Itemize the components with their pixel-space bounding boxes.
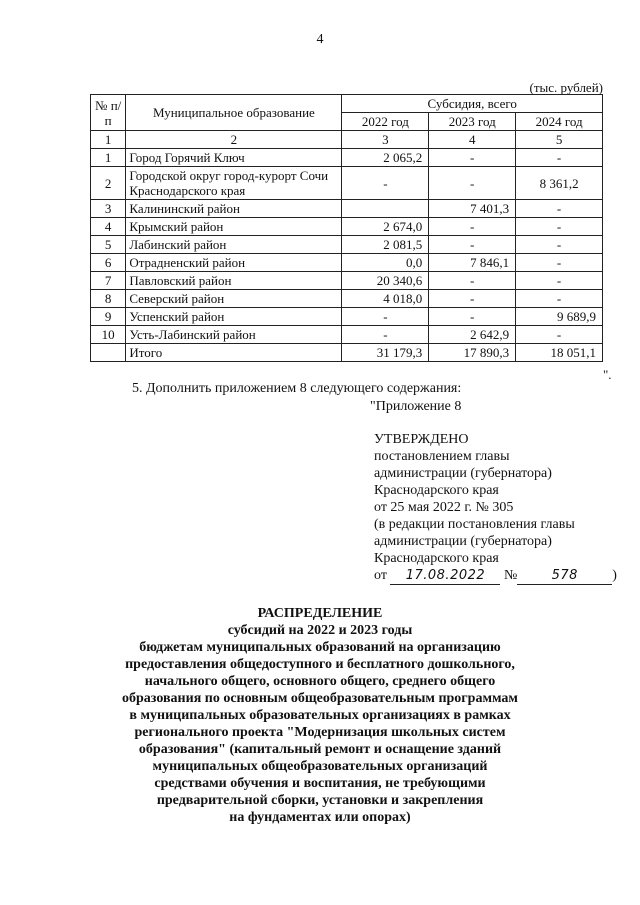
item-5-text: 5. Дополнить приложением 8 следующего содержания: (132, 381, 462, 396)
title-heading: РАСПРЕДЕЛЕНИЕ (257, 606, 383, 621)
row-name: Усть-Лабинский район (126, 326, 342, 344)
row-value-2022: 2 081,5 (342, 236, 429, 254)
row-value-2024: - (516, 236, 603, 254)
header-subsidy: Субсидия, всего (342, 95, 603, 113)
close-paren: ) (612, 568, 617, 583)
subsidy-table (90, 94, 603, 362)
row-num: 7 (91, 272, 126, 290)
row-value-2022: 2 065,2 (342, 149, 429, 167)
row-value-2023: - (429, 290, 516, 308)
table-row (91, 326, 603, 344)
table-row (91, 272, 603, 290)
row-value-2024: - (516, 290, 603, 308)
row-value-2024: - (516, 218, 603, 236)
row-name: Крымский район (126, 218, 342, 236)
approval-line: администрации (губернатора) (374, 466, 552, 481)
row-value-2022: 0,0 (342, 254, 429, 272)
from-prefix: от (374, 568, 387, 583)
table-row (91, 149, 603, 167)
col-number: 4 (429, 131, 516, 149)
appendix-label: "Приложение 8 (370, 399, 462, 414)
table-row (91, 167, 603, 200)
closing-quote: ". (603, 367, 612, 382)
total-value-2024: 18 051,1 (516, 344, 603, 362)
col-number: 2 (126, 131, 342, 149)
title-line: на фундаментах или опорах) (229, 810, 411, 825)
distribution-title (0, 605, 640, 826)
title-line: регионального проекта "Модернизация школьных систем (134, 725, 506, 740)
title-line: начального общего, основного общего, среднего общего (144, 674, 496, 689)
row-num: 6 (91, 254, 126, 272)
approval-block (374, 431, 617, 585)
row-value-2023: - (429, 272, 516, 290)
table-row (91, 236, 603, 254)
row-name: Павловский район (126, 272, 342, 290)
header-year-2024: 2024 год (516, 113, 603, 131)
row-value-2024: - (516, 200, 603, 218)
row-num: 5 (91, 236, 126, 254)
row-value-2024: - (516, 272, 603, 290)
title-line: образования" (капитальный ремонт и оснащение зданий (138, 742, 502, 757)
row-value-2022 (342, 200, 429, 218)
number-sign: № (503, 568, 518, 583)
row-value-2022: - (342, 308, 429, 326)
row-num: 9 (91, 308, 126, 326)
approval-line: постановлением главы (374, 449, 510, 464)
table-row (91, 290, 603, 308)
row-name: Лабинский район (126, 236, 342, 254)
title-line: бюджетам муниципальных образований на организацию (139, 640, 501, 655)
title-line: субсидий на 2022 и 2023 годы (227, 623, 413, 638)
title-line: в муниципальных образовательных организациях в рамках (129, 708, 511, 723)
title-line: предварительной сборки, установки и закрепления (156, 793, 484, 808)
row-value-2024: 9 689,9 (516, 308, 603, 326)
row-num: 8 (91, 290, 126, 308)
col-number: 1 (91, 131, 126, 149)
units-note: (тыс. рублей) (529, 80, 603, 95)
approval-line: Краснодарского края (374, 483, 499, 498)
approval-line: администрации (губернатора) (374, 534, 552, 549)
row-value-2022: 2 674,0 (342, 218, 429, 236)
row-num: 2 (91, 167, 126, 200)
table-row (91, 200, 603, 218)
title-line: предоставления общедоступного и бесплатного дошкольного, (125, 657, 515, 672)
row-num: 1 (91, 149, 126, 167)
row-num: 10 (91, 326, 126, 344)
row-name: Городской округ город-курорт Сочи Краснодарского края (126, 167, 342, 200)
row-value-2023: 2 642,9 (429, 326, 516, 344)
title-line: муниципальных общеобразовательных организаций (152, 759, 488, 774)
table-row (91, 308, 603, 326)
approval-line: Краснодарского края (374, 551, 499, 566)
column-numbers-row (91, 131, 603, 149)
row-name: Город Горячий Ключ (126, 149, 342, 167)
title-line: средствами обучения и воспитания, не требующими (154, 776, 486, 791)
col-number: 5 (516, 131, 603, 149)
table-total-row (91, 344, 603, 362)
row-name: Калининский район (126, 200, 342, 218)
row-value-2024: - (516, 149, 603, 167)
approval-line: от 25 мая 2022 г. № 305 (374, 500, 514, 515)
row-name: Успенский район (126, 308, 342, 326)
row-value-2023: - (429, 149, 516, 167)
handwritten-date: 17.08.2022 (390, 567, 500, 585)
row-value-2023: - (429, 218, 516, 236)
header-year-2022: 2022 год (342, 113, 429, 131)
total-value-2022: 31 179,3 (342, 344, 429, 362)
row-value-2022: 20 340,6 (342, 272, 429, 290)
header-num: № п/п (91, 95, 126, 131)
table-header-row (91, 95, 603, 113)
row-value-2022: 4 018,0 (342, 290, 429, 308)
row-value-2022: - (342, 326, 429, 344)
table-row (91, 218, 603, 236)
row-value-2024: - (516, 326, 603, 344)
row-value-2024: 8 361,2 (516, 167, 603, 200)
row-num: 3 (91, 200, 126, 218)
row-value-2023: - (429, 167, 516, 200)
total-label: Итого (126, 344, 342, 362)
row-name: Северский район (126, 290, 342, 308)
header-municipality: Муниципальное образование (126, 95, 342, 131)
row-num: 4 (91, 218, 126, 236)
row-value-2023: - (429, 236, 516, 254)
row-value-2023: 7 401,3 (429, 200, 516, 218)
approval-heading: УТВЕРЖДЕНО (374, 432, 469, 447)
page-number: 4 (316, 32, 324, 47)
row-value-2023: - (429, 308, 516, 326)
total-value-2023: 17 890,3 (429, 344, 516, 362)
row-value-2022: - (342, 167, 429, 200)
row-name: Отрадненский район (126, 254, 342, 272)
col-number: 3 (342, 131, 429, 149)
header-year-2023: 2023 год (429, 113, 516, 131)
approval-date-line (374, 567, 617, 585)
table-row (91, 254, 603, 272)
row-value-2024: - (516, 254, 603, 272)
title-line: образования по основным общеобразовательным программам (122, 691, 518, 706)
total-num-empty (91, 344, 126, 362)
row-value-2023: 7 846,1 (429, 254, 516, 272)
handwritten-number: 578 (517, 567, 612, 585)
approval-line: (в редакции постановления главы (374, 517, 575, 532)
